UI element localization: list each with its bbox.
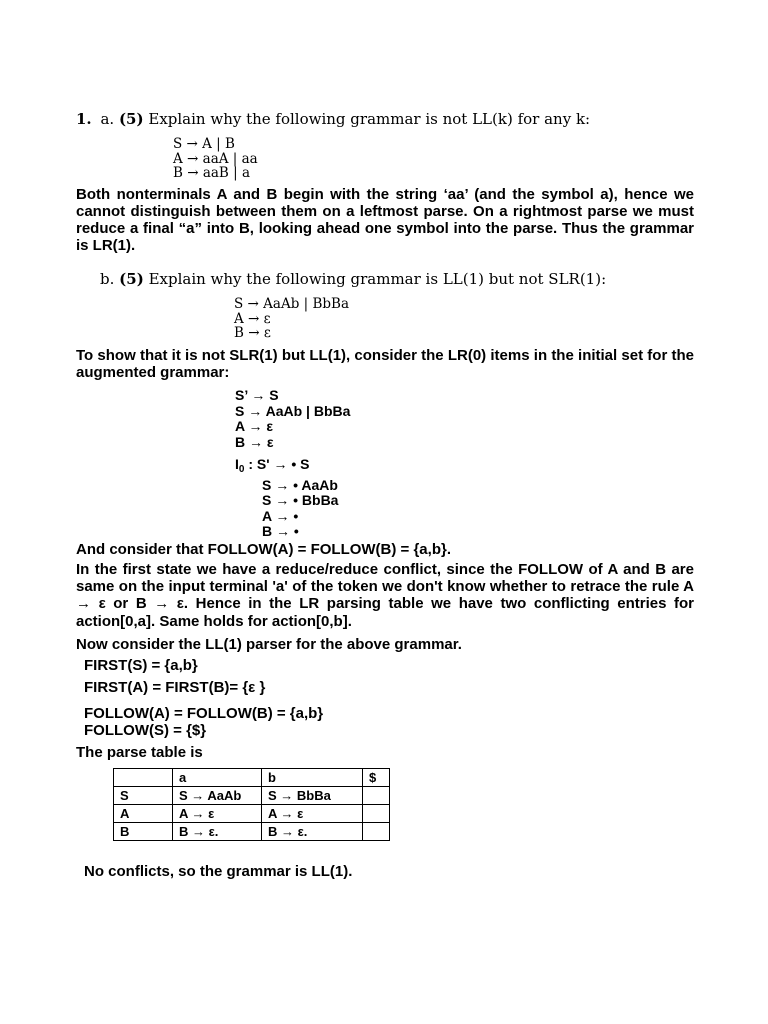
conclusion: No conflicts, so the grammar is LL(1). — [84, 863, 353, 880]
augmented-line: S’ → S — [235, 387, 279, 403]
augmented-line: B → ε — [235, 433, 274, 450]
points-a: (5) — [118, 110, 144, 128]
table-intro: The parse table is — [76, 744, 203, 761]
table-row — [114, 805, 390, 823]
table-header-cell: a — [173, 769, 262, 787]
points-b: (5) — [119, 270, 144, 288]
question-number: 1. — [76, 110, 92, 128]
question-text-a: Explain why the following grammar is not LL(k) for any k: — [148, 110, 591, 128]
slr-intro: To show that it is not SLR(1) but LL(1), consider the LR(0) items in the initial set for the augmented grammar: — [76, 347, 694, 381]
table-header-cell: $ — [363, 769, 390, 787]
grammar-b-line: A → ε — [234, 310, 271, 327]
grammar-a-line: S → A | B — [173, 136, 235, 152]
part-letter-a: a. — [100, 110, 115, 128]
table-row — [114, 787, 390, 805]
item-line: S → • BbBa — [262, 492, 339, 508]
table-cell: B — [114, 823, 173, 841]
answer-a: Both nonterminals A and B begin with the string ‘aa’ (and the symbol a), hence we cannot distinguish between them on a leftmost parse. On a rightmost parse we must reduce a final “a” into B, looking ahead one symbol into the parse. Thus the grammar is LR(1). — [76, 186, 694, 254]
grammar-b-line: S → AaAb | BbBa — [234, 296, 349, 312]
table-cell: S — [114, 787, 173, 805]
table-cell: S → BbBa — [262, 787, 363, 805]
items-label: I — [235, 456, 239, 472]
follow-s: FOLLOW(S) = {$} — [84, 722, 207, 739]
question-b — [100, 270, 606, 288]
table-header-cell — [114, 769, 173, 787]
grammar-a-line: A → aaA | aa — [173, 150, 258, 167]
table-cell: A → ε — [262, 805, 363, 823]
table-row — [114, 823, 390, 841]
table-cell: S → AaAb — [173, 787, 262, 805]
question-a — [76, 110, 590, 128]
item-line: S → • AaAb — [262, 476, 338, 493]
ll1-intro: Now consider the LL(1) parser for the above grammar. — [76, 636, 462, 653]
table-cell: A — [114, 805, 173, 823]
items-first-line — [235, 457, 338, 478]
table-cell — [363, 805, 390, 823]
first-s: FIRST(S) = {a,b} — [84, 657, 198, 674]
grammar-a — [173, 137, 258, 181]
lr0-items — [235, 457, 338, 540]
augmented-line: A → ε — [235, 418, 274, 434]
parse-table — [113, 768, 390, 841]
part-letter-b: b. — [100, 270, 115, 288]
grammar-b-line: B → ε — [234, 325, 271, 341]
table-header-row — [114, 769, 390, 787]
table-cell — [363, 787, 390, 805]
grammar-a-line: B → aaB | a — [173, 165, 251, 181]
question-text-b: Explain why the following grammar is LL(1) but not SLR(1): — [148, 270, 607, 288]
table-cell: A → ε — [173, 805, 262, 823]
table-cell: B → ε. — [173, 823, 262, 841]
augmented-line: S → AaAb | BbBa — [235, 402, 351, 419]
follow-statement: And consider that FOLLOW(A) = FOLLOW(B) = {a,b}. — [76, 541, 451, 558]
table-header-cell: b — [262, 769, 363, 787]
table-cell: B → ε. — [262, 823, 363, 841]
items-subscript: 0 — [238, 464, 245, 475]
items-first: : S' → • S — [244, 456, 310, 472]
augmented-grammar — [235, 388, 350, 450]
conflict-paragraph: In the first state we have a reduce/reduce conflict, since the FOLLOW of A and B are same on the input terminal 'a' of the token we don't know whether to retrace the rule A → ε or B → ε. Hence in the LR parsing table we have two conflicting entries for action[0,a]. Same holds for action[0,b]. — [76, 561, 694, 630]
item-line: B → • — [262, 523, 299, 539]
item-line: A → • — [262, 507, 299, 524]
follow-ab: FOLLOW(A) = FOLLOW(B) = {a,b} — [84, 705, 324, 722]
table-cell — [363, 823, 390, 841]
first-ab: FIRST(A) = FIRST(B)= {ε } — [84, 679, 266, 696]
grammar-b — [234, 297, 349, 341]
